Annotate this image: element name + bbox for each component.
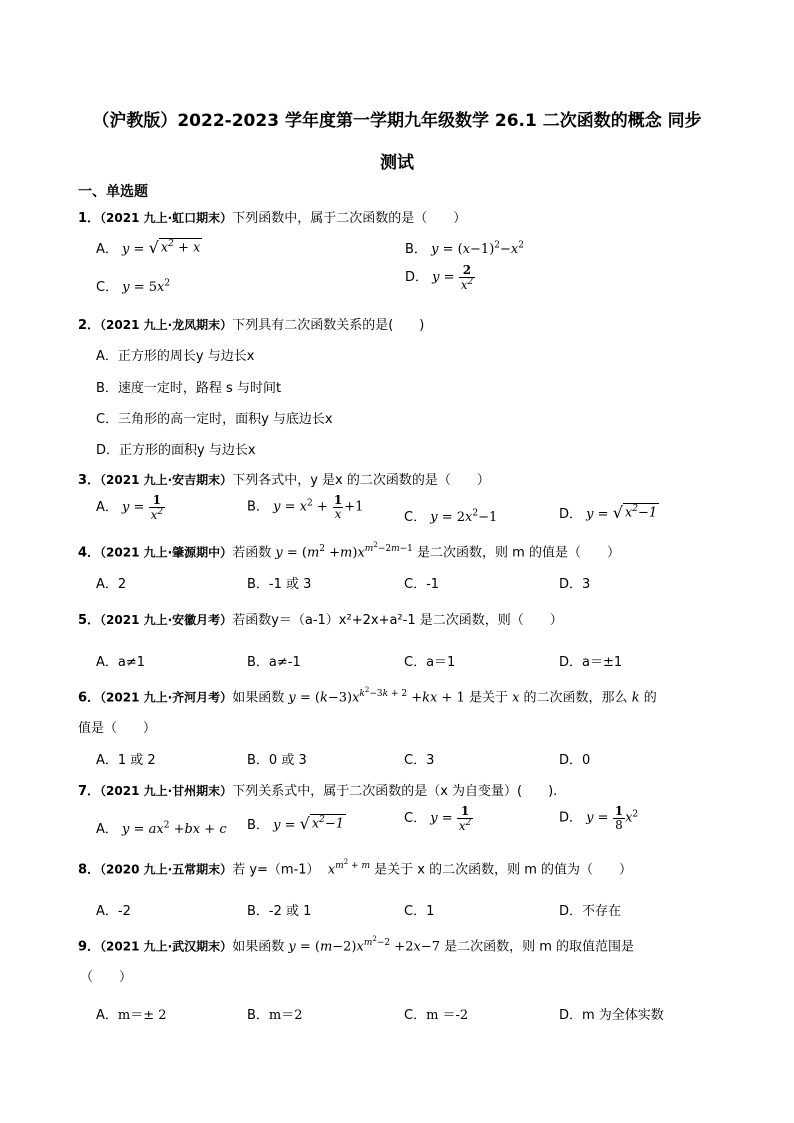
question-9-option-b[interactable]: B．m＝2 [247,1008,303,1023]
question-3-option-a[interactable]: A． y = $\frac{1}{x^2}$ [96,493,164,522]
question-9-option-a[interactable]: A．m＝± 2 [96,1008,167,1023]
question-1-option-a[interactable]: A． y = √ $x^2 + x$ [96,238,201,257]
page-title: （沪教版）2022-2023 学年度第一学期九年级数学 26.1 二次函数的概念 同步 [92,111,702,131]
question-2-option-b[interactable]: B．速度一定时，路程 s 与时间t [96,381,282,396]
question-5: 5．（2021 九上·安徽月考）若函数y＝（a-1）x²+2x+a²-1 是二次函数，则（ ） [78,613,563,628]
question-6-option-c[interactable]: C．3 [404,753,435,768]
question-6-option-a[interactable]: A．1 或 2 [96,753,156,768]
question-3-option-b[interactable]: B． $y = x^2$ + $\frac{1}{x}$ +1 [247,493,364,521]
question-9: 9．（2021 九上·武汉期末）如果函数 $y = (m-2)x^{m^2-2} +2x-7$ 是二次函数，则 m 的取值范围是 [78,935,635,955]
question-5-option-d[interactable]: D．a＝±1 [559,655,623,670]
section-heading: 一、单选题 [78,184,148,200]
question-4-option-c[interactable]: C．-1 [404,577,440,592]
question-2-option-c[interactable]: C．三角形的高一定时，面积y 与底边长x [96,412,333,427]
question-2-option-a[interactable]: A．正方形的周长y 与边长x [96,349,255,364]
question-4-option-b[interactable]: B．-1 或 3 [247,577,312,592]
question-4-option-a[interactable]: A．2 [96,577,127,592]
question-5-option-a[interactable]: A．a≠1 [96,655,146,670]
question-6-cont: 值是（ ） [78,721,157,736]
question-6: 6．（2021 九上·齐河月考）如果函数 $y = (k-3)x^{k^2-3k + 2} +kx + 1$ 是关于 x 的二次函数，那么 k 的 [78,686,657,706]
question-9-cont: （ ） [80,970,133,985]
question-1-option-b[interactable]: B． $y = (x-1)^2-x^2$ [405,240,524,257]
question-1-option-d[interactable]: D． y = $\frac{2}{x^2}$ [405,263,474,292]
question-4: 4．（2021 九上·肇源期中）若函数 $y = (m^2 +m)x^{m^2-2m-1}$ 是二次函数，则 m 的值是（ ） [78,541,620,561]
question-2: 2．（2021 九上·龙凤期末）下列具有二次函数关系的是( ) [78,318,425,333]
question-3-option-c[interactable]: C． $y = 2x^2-1$ [404,508,498,525]
question-8-option-b[interactable]: B．-2 或 1 [247,904,312,919]
question-2-option-d[interactable]: D．正方形的面积y 与边长x [96,443,256,458]
question-7-option-d[interactable]: D． y = $\frac{1}{8}$ $x^2$ [559,804,639,832]
page-title-cont: 测试 [380,153,414,173]
question-3-option-d[interactable]: D． y = √ $x^2-1$ [559,503,658,522]
question-7: 7．（2021 九上·甘州期末）下列关系式中，属于二次函数的是（x 为自变量）( ). [78,784,558,799]
question-9-option-d[interactable]: D．m 为全体实数 [559,1008,664,1023]
question-3: 3．（2021 九上·安吉期末）下列各式中，y 是x 的二次函数的是（ ） [78,473,490,488]
question-8-option-a[interactable]: A．-2 [96,904,131,919]
question-5-option-c[interactable]: C．a＝1 [404,655,456,670]
question-6-option-d[interactable]: D．0 [559,753,591,768]
question-7-option-b[interactable]: B． y = √ $x^2-1$ [247,814,345,833]
question-6-option-b[interactable]: B．0 或 3 [247,753,307,768]
question-1-option-c[interactable]: C． $y = 5x^2$ [96,278,171,295]
question-7-option-a[interactable]: A． $y = ax^2 +bx + c$ [96,820,227,837]
question-8: 8．（2020 九上·五常期末）若 y=（m-1） $x^{m^2 + m}$ 是关于 x 的二次函数，则 m 的值为（ ） [78,858,633,878]
question-8-option-c[interactable]: C．1 [404,904,435,919]
question-1: 1．（2021 九上·虹口期末）下列函数中，属于二次函数的是（ ） [78,211,467,226]
question-4-option-d[interactable]: D．3 [559,577,591,592]
question-9-option-c[interactable]: C．m ＝-2 [404,1008,469,1023]
question-7-option-c[interactable]: C． y = $\frac{1}{x^2}$ [404,804,472,833]
question-8-option-d[interactable]: D．不存在 [559,904,622,919]
question-5-option-b[interactable]: B．a≠-1 [247,655,301,670]
